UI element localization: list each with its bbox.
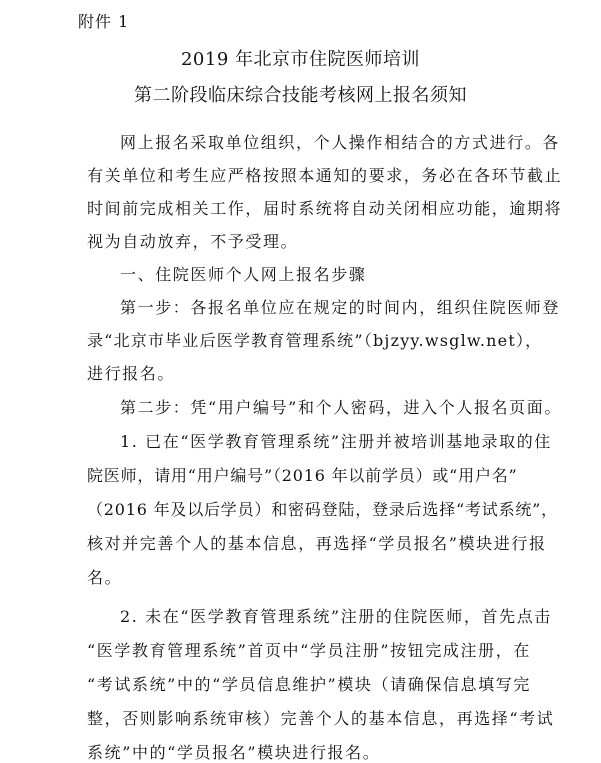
section-heading: 一、住院医师个人网上报名步骤 (120, 265, 367, 284)
item2-line: 整，否则影响系统审核）完善个人的基本信息，再选择“考试 (87, 709, 555, 728)
item2-line: “医学教育管理系统”首页中“学员注册”按钮完成注册，在 (87, 641, 531, 660)
item1-line: 名。 (87, 568, 123, 587)
item2-line: 系统”中的“学员报名”模块进行报名。 (87, 743, 381, 762)
item2-line: “考试系统”中的“学员信息维护”模块（请确保信息填写完 (87, 675, 531, 694)
intro-line: 网上报名采取单位组织，个人操作相结合的方式进行。各 (120, 133, 561, 152)
item2-line: 2. 未在“医学教育管理系统”注册的住院医师，首先点击 (120, 607, 552, 626)
step2-line: 第二步：凭“用户编号”和个人密码，进入个人报名页面。 (120, 398, 562, 417)
step1-line: 进行报名。 (87, 364, 176, 383)
step1-line: 录“北京市毕业后医学教育管理系统”（bjzyy.wsglw.net）， (87, 331, 543, 350)
item1-line: （2016 年及以后学员）和密码登陆，登录后选择“考试系统”， (87, 500, 558, 519)
item1-line: 院医师，请用“用户编号”（2016 年以前学员）或“用户名” (87, 466, 518, 485)
title-line-2: 第二阶段临床综合技能考核网上报名须知 (134, 85, 467, 106)
item1-line: 核对并完善个人的基本信息，再选择“学员报名”模块进行报 (87, 534, 547, 553)
annex-label: 附件 1 (78, 12, 130, 31)
intro-line: 视为自动放弃，不予受理。 (87, 232, 299, 251)
intro-line: 有关单位和考生应严格按照本通知的要求，务必在各环节截止 (87, 166, 563, 185)
intro-line: 时间前完成相关工作，届时系统将自动关闭相应功能，逾期将 (87, 199, 563, 218)
title-line-1: 2019 年北京市住院医师培训 (180, 49, 421, 70)
item1-line: 1. 已在“医学教育管理系统”注册并被培训基地录取的住 (120, 432, 552, 451)
step1-line: 第一步：各报名单位应在规定的时间内，组织住院医师登 (120, 298, 561, 317)
